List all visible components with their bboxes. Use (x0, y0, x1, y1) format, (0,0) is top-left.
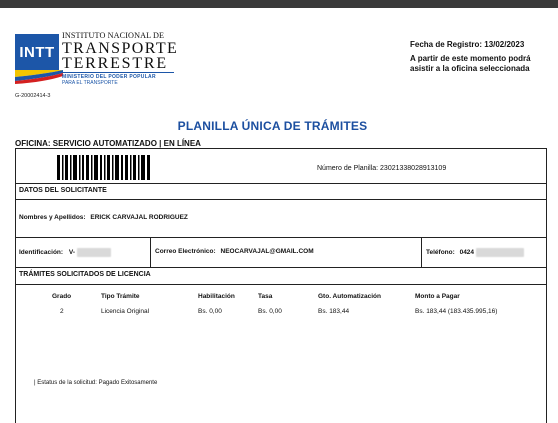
form-frame (15, 148, 547, 423)
logo-line-terrestre: TERRESTRE (62, 55, 168, 72)
registration-date: Fecha de Registro: 13/02/2023 (410, 40, 525, 49)
identificacion-row (19, 248, 111, 257)
divider (421, 237, 422, 267)
logo-line-transporte: TRANSPORTE (62, 40, 179, 57)
section-solicitante-title: DATOS DEL SOLICITANTE (19, 187, 107, 194)
document-code: G-20002414-3 (15, 93, 51, 99)
intt-logo (15, 31, 179, 93)
correo-label: Correo Electrónico: (155, 248, 216, 255)
planilla-number: Número de Planilla: 23021338028913109 (317, 165, 447, 172)
nombres-value: ERICK CARVAJAL RODRIGUEZ (90, 214, 188, 221)
logo-divider (62, 72, 174, 73)
nombres-row (19, 214, 188, 221)
divider (16, 284, 546, 285)
divider (16, 199, 546, 200)
col-habilitacion: Habilitación (198, 293, 235, 300)
cell-habilitacion: Bs. 0,00 (198, 308, 222, 315)
correo-row (155, 248, 314, 255)
identificacion-value: V- (68, 249, 76, 257)
logo-line-ministerio: MINISTERIO DEL PODER POPULAR (62, 74, 156, 80)
col-tasa: Tasa (258, 293, 273, 300)
window-top-bar (0, 0, 558, 8)
logo-line-instituto: INSTITUTO NACIONAL DE (62, 31, 165, 40)
telefono-value: 0424 (459, 249, 475, 257)
redacted-block (77, 248, 111, 257)
status-text: | Estatus de la solicitud: Pagado Exitosamente (34, 380, 158, 386)
nombres-label: Nombres y Apellidos: (19, 214, 86, 221)
office-label: OFICINA: SERVICIO AUTOMATIZADO | EN LÍNEA (15, 139, 201, 148)
redacted-block (476, 248, 524, 257)
cell-monto: Bs. 183,44 (183.435.995,16) (415, 308, 498, 315)
section-tramites-title: TRÁMITES SOLICITADOS DE LICENCIA (19, 271, 151, 278)
registration-note: A partir de este momento podrá asistir a la oficina seleccionada (410, 54, 531, 73)
telefono-label: Teléfono: (426, 249, 455, 257)
divider (16, 267, 546, 268)
cell-tasa: Bs. 0,00 (258, 308, 282, 315)
logo-line-para-transporte: PARA EL TRANSPORTE (62, 80, 118, 86)
page-title: PLANILLA ÚNICA DE TRÁMITES (177, 119, 368, 133)
identificacion-label: Identificación: (19, 249, 64, 257)
cell-tipo-tramite: Licencia Original (101, 308, 150, 315)
col-grado: Grado (52, 293, 72, 300)
col-monto: Monto a Pagar (415, 293, 460, 300)
correo-value: NEOCARVAJAL@GMAIL.COM (220, 248, 314, 255)
logo-box: INTT (15, 34, 59, 70)
col-tipo-tramite: Tipo Trámite (101, 293, 140, 300)
telefono-row (426, 248, 524, 257)
divider (16, 237, 546, 238)
flag-swoosh-icon (15, 70, 63, 84)
cell-grado: 2 (60, 308, 64, 315)
cell-gto-automatizacion: Bs. 183,44 (318, 308, 350, 315)
col-gto-automatizacion: Gto. Automatización (318, 293, 381, 300)
divider (150, 237, 151, 267)
divider (16, 183, 546, 184)
barcode-icon (57, 155, 151, 180)
